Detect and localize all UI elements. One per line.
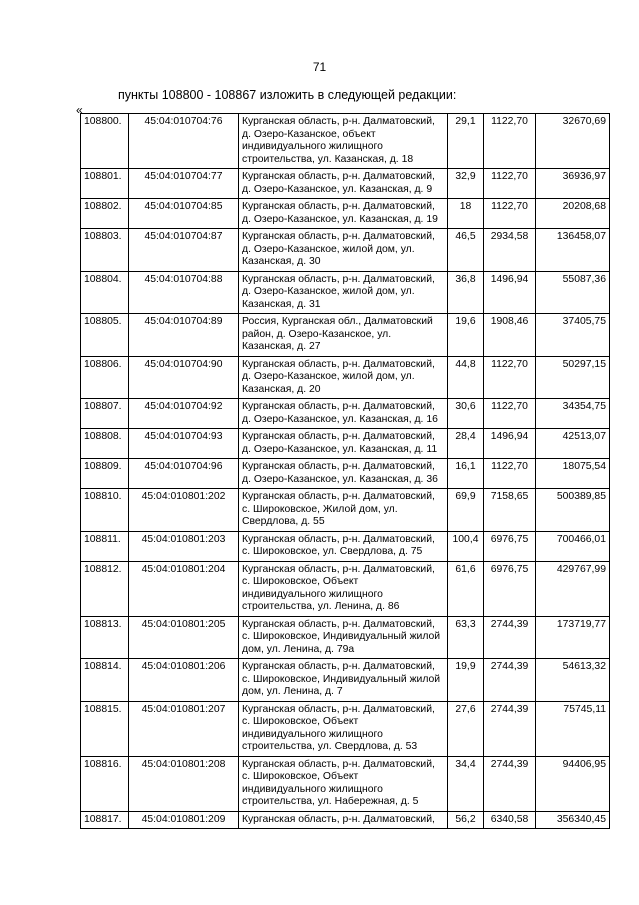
cadastral-number-cell: 45:04:010704:88 bbox=[129, 271, 239, 314]
row-number-cell: 108808. bbox=[81, 429, 129, 459]
table-row bbox=[81, 314, 610, 357]
row-number-cell: 108817. bbox=[81, 811, 129, 829]
row-number-cell: 108814. bbox=[81, 659, 129, 702]
table-row bbox=[81, 756, 610, 811]
unit-price-cell: 6976,75 bbox=[484, 561, 536, 616]
table-row bbox=[81, 659, 610, 702]
address-cell: Курганская область, р-н. Далматовский, с. Широковское, Жилой дом, ул. Свердлова, д. 55 bbox=[239, 489, 448, 532]
table-row bbox=[81, 459, 610, 489]
area-cell: 44,8 bbox=[448, 356, 484, 399]
area-cell: 29,1 bbox=[448, 114, 484, 169]
open-quote: « bbox=[76, 103, 83, 117]
row-number-cell: 108800. bbox=[81, 114, 129, 169]
row-number-cell: 108801. bbox=[81, 169, 129, 199]
unit-price-cell: 7158,65 bbox=[484, 489, 536, 532]
total-value-cell: 36936,97 bbox=[536, 169, 610, 199]
total-value-cell: 94406,95 bbox=[536, 756, 610, 811]
total-value-cell: 500389,85 bbox=[536, 489, 610, 532]
address-cell: Курганская область, р-н. Далматовский, д. Озеро-Казанское, жилой дом, ул. Казанская, д. 30 bbox=[239, 229, 448, 272]
row-number-cell: 108812. bbox=[81, 561, 129, 616]
total-value-cell: 75745,11 bbox=[536, 701, 610, 756]
cadastral-number-cell: 45:04:010801:204 bbox=[129, 561, 239, 616]
row-number-cell: 108809. bbox=[81, 459, 129, 489]
cadastral-number-cell: 45:04:010801:202 bbox=[129, 489, 239, 532]
area-cell: 36,8 bbox=[448, 271, 484, 314]
area-cell: 100,4 bbox=[448, 531, 484, 561]
area-cell: 19,6 bbox=[448, 314, 484, 357]
cadastral-number-cell: 45:04:010801:208 bbox=[129, 756, 239, 811]
total-value-cell: 20208,68 bbox=[536, 199, 610, 229]
unit-price-cell: 1122,70 bbox=[484, 459, 536, 489]
table-row bbox=[81, 811, 610, 829]
row-number-cell: 108806. bbox=[81, 356, 129, 399]
area-cell: 63,3 bbox=[448, 616, 484, 659]
cadastral-number-cell: 45:04:010704:90 bbox=[129, 356, 239, 399]
unit-price-cell: 1496,94 bbox=[484, 429, 536, 459]
total-value-cell: 700466,01 bbox=[536, 531, 610, 561]
address-cell: Курганская область, р-н. Далматовский, д. Озеро-Казанское, ул. Казанская, д. 36 bbox=[239, 459, 448, 489]
area-cell: 32,9 bbox=[448, 169, 484, 199]
area-cell: 18 bbox=[448, 199, 484, 229]
address-cell: Россия, Курганская обл., Далматовский район, д. Озеро-Казанское, ул. Казанская, д. 27 bbox=[239, 314, 448, 357]
row-number-cell: 108810. bbox=[81, 489, 129, 532]
address-cell: Курганская область, р-н. Далматовский, д. Озеро-Казанское, объект индивидуального жилищного строительства, ул. Казанская, д. 18 bbox=[239, 114, 448, 169]
cadastral-number-cell: 45:04:010704:92 bbox=[129, 399, 239, 429]
area-cell: 34,4 bbox=[448, 756, 484, 811]
cadastral-number-cell: 45:04:010704:93 bbox=[129, 429, 239, 459]
page-number: 71 bbox=[312, 60, 327, 74]
row-number-cell: 108816. bbox=[81, 756, 129, 811]
registry-table bbox=[80, 113, 610, 829]
total-value-cell: 55087,36 bbox=[536, 271, 610, 314]
area-cell: 16,1 bbox=[448, 459, 484, 489]
area-cell: 46,5 bbox=[448, 229, 484, 272]
table-row bbox=[81, 531, 610, 561]
table-row bbox=[81, 356, 610, 399]
unit-price-cell: 2744,39 bbox=[484, 616, 536, 659]
table-row bbox=[81, 169, 610, 199]
total-value-cell: 429767,99 bbox=[536, 561, 610, 616]
cadastral-number-cell: 45:04:010704:76 bbox=[129, 114, 239, 169]
address-cell: Курганская область, р-н. Далматовский, с. Широковское, ул. Свердлова, д. 75 bbox=[239, 531, 448, 561]
cadastral-number-cell: 45:04:010801:209 bbox=[129, 811, 239, 829]
unit-price-cell: 2744,39 bbox=[484, 756, 536, 811]
cadastral-number-cell: 45:04:010704:85 bbox=[129, 199, 239, 229]
unit-price-cell: 2934,58 bbox=[484, 229, 536, 272]
row-number-cell: 108805. bbox=[81, 314, 129, 357]
table-row bbox=[81, 561, 610, 616]
table-row bbox=[81, 399, 610, 429]
cadastral-number-cell: 45:04:010704:77 bbox=[129, 169, 239, 199]
table-row bbox=[81, 429, 610, 459]
address-cell: Курганская область, р-н. Далматовский, д. Озеро-Казанское, ул. Казанская, д. 11 bbox=[239, 429, 448, 459]
table-row bbox=[81, 199, 610, 229]
address-cell: Курганская область, р-н. Далматовский, д. Озеро-Казанское, жилой дом, ул. Казанская, д. 20 bbox=[239, 356, 448, 399]
cadastral-number-cell: 45:04:010704:89 bbox=[129, 314, 239, 357]
address-cell: Курганская область, р-н. Далматовский, с. Широковское, Объект индивидуального жилищного строительства, ул. Свердлова, д. 53 bbox=[239, 701, 448, 756]
table-row bbox=[81, 114, 610, 169]
unit-price-cell: 6340,58 bbox=[484, 811, 536, 829]
total-value-cell: 54613,32 bbox=[536, 659, 610, 702]
area-cell: 28,4 bbox=[448, 429, 484, 459]
area-cell: 56,2 bbox=[448, 811, 484, 829]
table-row bbox=[81, 701, 610, 756]
total-value-cell: 32670,69 bbox=[536, 114, 610, 169]
unit-price-cell: 1122,70 bbox=[484, 114, 536, 169]
cadastral-number-cell: 45:04:010801:207 bbox=[129, 701, 239, 756]
area-cell: 61,6 bbox=[448, 561, 484, 616]
table-row bbox=[81, 271, 610, 314]
total-value-cell: 136458,07 bbox=[536, 229, 610, 272]
total-value-cell: 37405,75 bbox=[536, 314, 610, 357]
unit-price-cell: 2744,39 bbox=[484, 701, 536, 756]
unit-price-cell: 1496,94 bbox=[484, 271, 536, 314]
unit-price-cell: 1122,70 bbox=[484, 399, 536, 429]
address-cell: Курганская область, р-н. Далматовский, д. Озеро-Казанское, ул. Казанская, д. 9 bbox=[239, 169, 448, 199]
area-cell: 19,9 bbox=[448, 659, 484, 702]
cadastral-number-cell: 45:04:010801:206 bbox=[129, 659, 239, 702]
table-row bbox=[81, 489, 610, 532]
row-number-cell: 108802. bbox=[81, 199, 129, 229]
address-cell: Курганская область, р-н. Далматовский, с. Широковское, Объект индивидуального жилищного строительства, ул. Набережная, д. 5 bbox=[239, 756, 448, 811]
cadastral-number-cell: 45:04:010704:87 bbox=[129, 229, 239, 272]
unit-price-cell: 1122,70 bbox=[484, 356, 536, 399]
total-value-cell: 50297,15 bbox=[536, 356, 610, 399]
address-cell: Курганская область, р-н. Далматовский, с. Широковское, Индивидуальный жилой дом, ул. Ленина, д. 7 bbox=[239, 659, 448, 702]
area-cell: 27,6 bbox=[448, 701, 484, 756]
area-cell: 69,9 bbox=[448, 489, 484, 532]
total-value-cell: 18075,54 bbox=[536, 459, 610, 489]
intro-text: пункты 108800 - 108867 изложить в следующей редакции: bbox=[118, 88, 457, 102]
cadastral-number-cell: 45:04:010801:205 bbox=[129, 616, 239, 659]
row-number-cell: 108804. bbox=[81, 271, 129, 314]
address-cell: Курганская область, р-н. Далматовский, д. Озеро-Казанское, жилой дом, ул. Казанская, д. 31 bbox=[239, 271, 448, 314]
unit-price-cell: 2744,39 bbox=[484, 659, 536, 702]
unit-price-cell: 1122,70 bbox=[484, 169, 536, 199]
row-number-cell: 108807. bbox=[81, 399, 129, 429]
table-row bbox=[81, 616, 610, 659]
address-cell: Курганская область, р-н. Далматовский, с. Широковское, Объект индивидуального жилищного строительства, ул. Ленина, д. 86 bbox=[239, 561, 448, 616]
area-cell: 30,6 bbox=[448, 399, 484, 429]
row-number-cell: 108813. bbox=[81, 616, 129, 659]
address-cell: Курганская область, р-н. Далматовский, bbox=[239, 811, 448, 829]
address-cell: Курганская область, р-н. Далматовский, с. Широковское, Индивидуальный жилой дом, ул. Ленина, д. 79а bbox=[239, 616, 448, 659]
total-value-cell: 173719,77 bbox=[536, 616, 610, 659]
row-number-cell: 108803. bbox=[81, 229, 129, 272]
total-value-cell: 42513,07 bbox=[536, 429, 610, 459]
row-number-cell: 108815. bbox=[81, 701, 129, 756]
total-value-cell: 34354,75 bbox=[536, 399, 610, 429]
total-value-cell: 356340,45 bbox=[536, 811, 610, 829]
cadastral-number-cell: 45:04:010704:96 bbox=[129, 459, 239, 489]
table-row bbox=[81, 229, 610, 272]
registry-table-body bbox=[81, 114, 610, 829]
unit-price-cell: 1122,70 bbox=[484, 199, 536, 229]
row-number-cell: 108811. bbox=[81, 531, 129, 561]
unit-price-cell: 1908,46 bbox=[484, 314, 536, 357]
cadastral-number-cell: 45:04:010801:203 bbox=[129, 531, 239, 561]
address-cell: Курганская область, р-н. Далматовский, д. Озеро-Казанское, ул. Казанская, д. 19 bbox=[239, 199, 448, 229]
unit-price-cell: 6976,75 bbox=[484, 531, 536, 561]
address-cell: Курганская область, р-н. Далматовский, д. Озеро-Казанское, ул. Казанская, д. 16 bbox=[239, 399, 448, 429]
